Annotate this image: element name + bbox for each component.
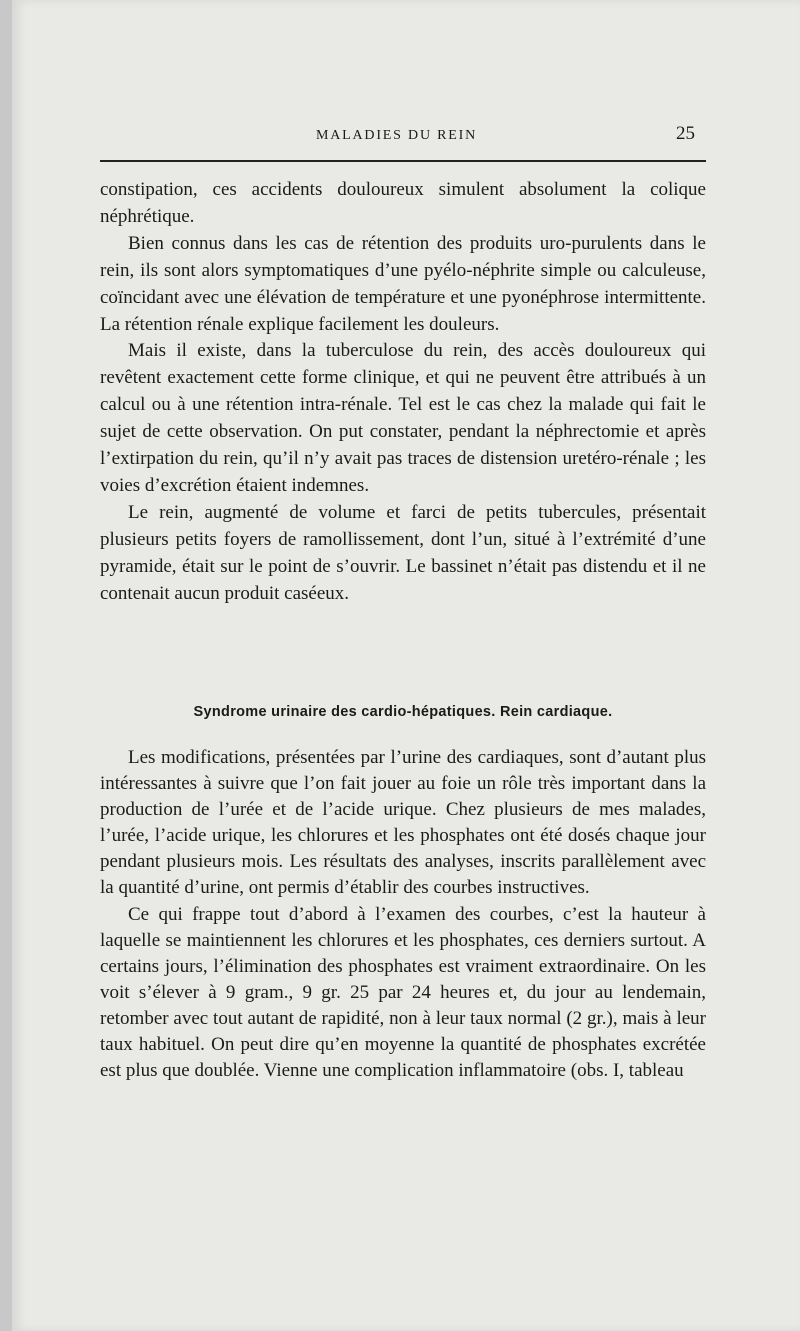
section-heading: Syndrome urinaire des cardio-hépatiques. Rein cardiaque.: [193, 704, 613, 720]
body-text-top: [100, 177, 706, 608]
running-head: MALADIES DU REIN: [316, 128, 478, 143]
paragraph: Les modifications, présentées par l’urine des cardiaques, sont d’autant plus intéressantes à suivre que l’on fait jouer au foie un rôle très important dans la production de l’urée et de l’acide urique. Chez plusieurs de mes malades, l’urée, l’acide urique, les chlorures et les phosphates ont été dosés chaque jour pendant plusieurs mois. Les résultats des analyses, inscrits parallèlement avec la quantité d’urine, ont permis d’établir des courbes instructives.: [100, 747, 706, 899]
body-text-bottom: [100, 745, 706, 1084]
page-header: [12, 120, 800, 150]
book-page: [12, 0, 800, 1331]
paragraph: Le rein, augmenté de volume et farci de petits tubercules, présentait plusieurs petits foyers de ramollissement, dont l’un, situé à l’extrémité d’une pyramide, était sur le point de s’ouvrir. Le bassinet n’était pas distendu et il ne contenait aucun produit caséeux.: [100, 501, 706, 604]
paragraph: Mais il existe, dans la tuberculose du rein, des accès douloureux qui revêtent exactement cette forme clinique, et qui ne peuvent être attribués à un calcul ou à une rétention intra-rénale. Tel est le cas chez la malade qui fait le sujet de cette observation. On put constater, pendant la néphrectomie et après l’extirpation du rein, qu’il n’y avait pas traces de distension uretéro-rénale ; les voies d’excrétion étaient indemnes.: [100, 340, 706, 496]
page-number: 25: [676, 123, 695, 144]
paragraph: Ce qui frappe tout d’abord à l’examen des courbes, c’est la hauteur à laquelle se maintiennent les chlorures et les phosphates, ces derniers surtout. A certains jours, l’élimination des phosphates est vraiment extraordinaire. On les voit s’élever à 9 gram., 9 gr. 25 par 24 heures et, du jour au lendemain, retomber avec tout autant de rapidité, non à leur taux normal (2 gr.), mais à leur taux habituel. On peut dire qu’en moyenne la quantité de phosphates excrétée est plus que doublée. Vienne une complication inflammatoire (obs. I, tableau: [100, 903, 706, 1082]
paragraph-continuation: constipation, ces accidents douloureux simulent absolument la colique néphrétique.: [100, 179, 706, 227]
header-rule: [100, 160, 706, 162]
scan-left-margin: [0, 0, 12, 1331]
paragraph: Bien connus dans les cas de rétention des produits uro-purulents dans le rein, ils sont alors symptomatiques d’une pyélo-néphrite simple ou calculeuse, coïncidant avec une élévation de température et une pyonéphrose intermittente. La rétention rénale explique facilement les douleurs.: [100, 232, 706, 335]
